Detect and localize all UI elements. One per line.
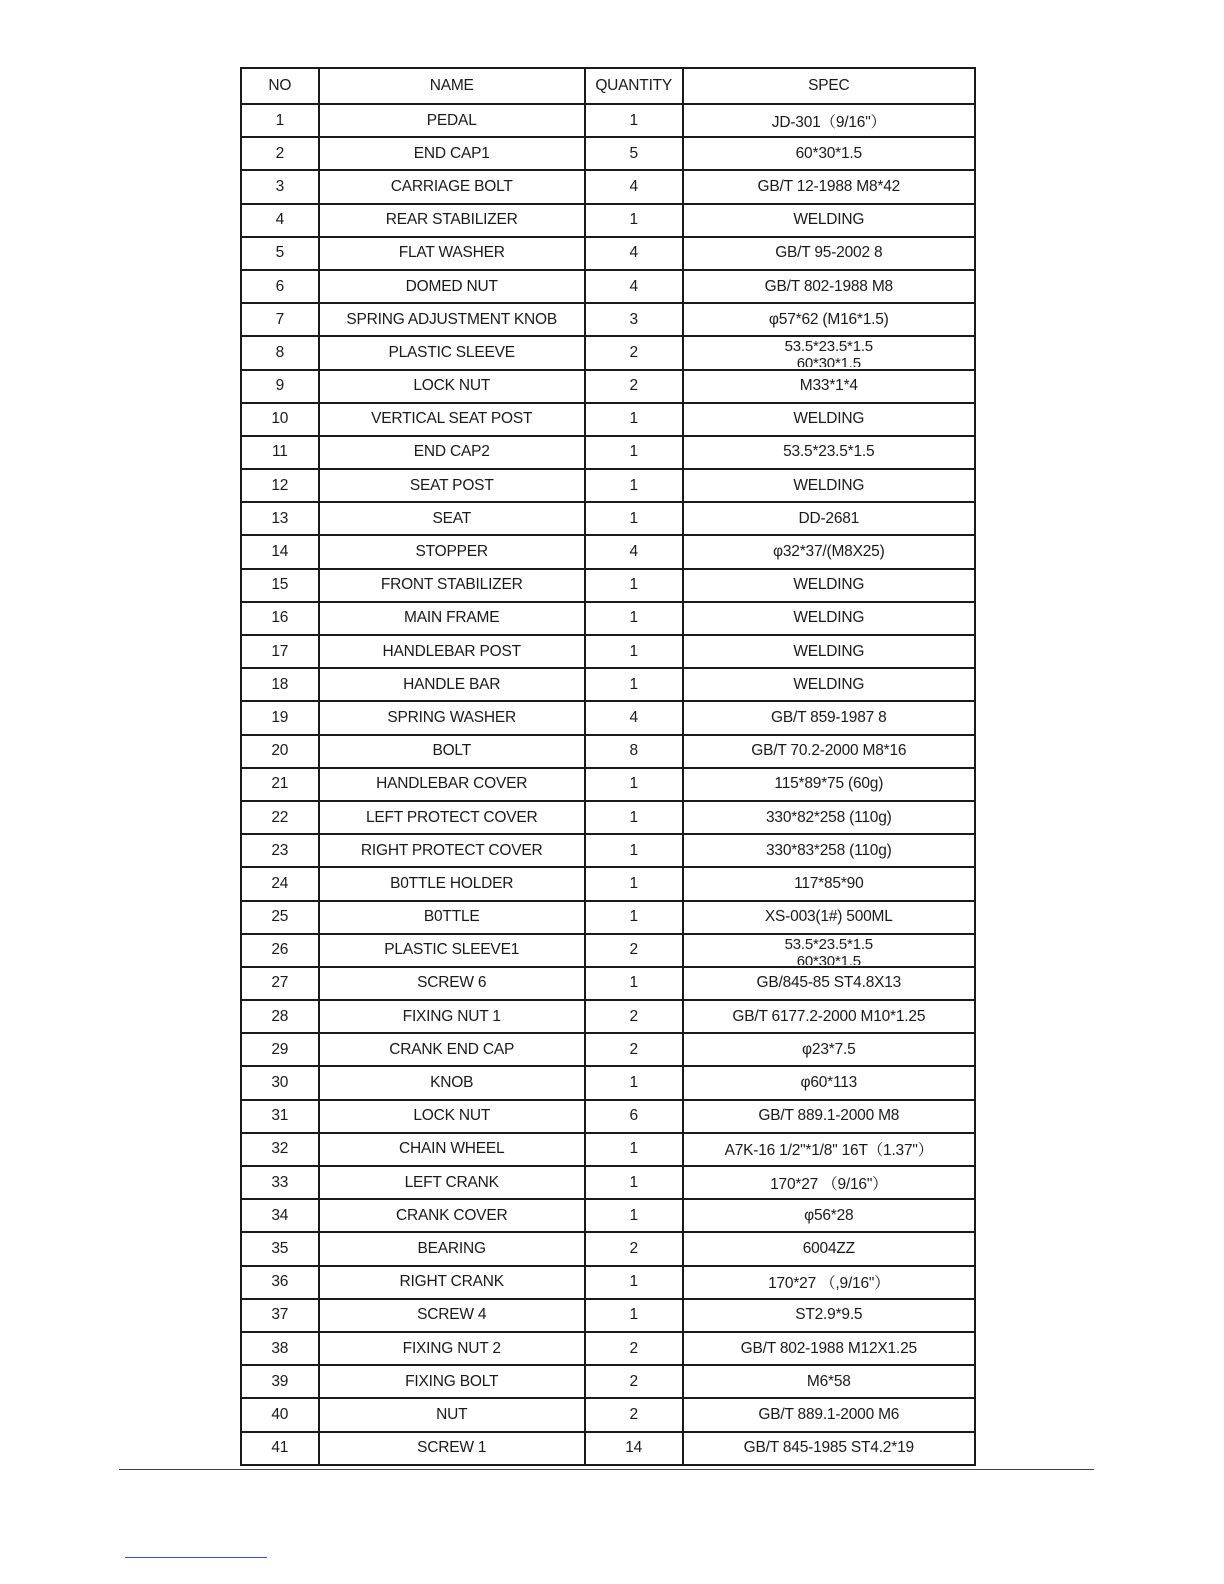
cell-spec: 330*83*258 (110g) [683, 834, 975, 867]
cell-name: SPRING WASHER [319, 701, 585, 734]
cell-quantity: 1 [585, 834, 683, 867]
table-row [241, 1033, 975, 1066]
table-row [241, 1100, 975, 1133]
cell-spec: GB/T 802-1988 M8 [683, 270, 975, 303]
cell-spec: 170*27 （9/16"） [683, 1166, 975, 1199]
cell-no: 2 [241, 137, 319, 170]
cell-spec: φ56*28 [683, 1199, 975, 1232]
cell-quantity: 1 [585, 1199, 683, 1232]
cell-quantity: 1 [585, 436, 683, 469]
table-row [241, 1266, 975, 1299]
cell-spec: GB/T 889.1-2000 M8 [683, 1100, 975, 1133]
cell-name: LOCK NUT [319, 370, 585, 403]
cell-spec: XS-003(1#) 500ML [683, 901, 975, 934]
cell-quantity: 2 [585, 1000, 683, 1033]
cell-quantity: 1 [585, 403, 683, 436]
table-row [241, 1133, 975, 1166]
cell-quantity: 2 [585, 1033, 683, 1066]
cell-spec: M6*58 [683, 1365, 975, 1398]
cell-no: 30 [241, 1066, 319, 1099]
table-row [241, 901, 975, 934]
table-row [241, 303, 975, 336]
cell-no: 39 [241, 1365, 319, 1398]
table-row [241, 668, 975, 701]
cell-no: 18 [241, 668, 319, 701]
table-row [241, 502, 975, 535]
cell-no: 10 [241, 403, 319, 436]
cell-name: END CAP2 [319, 436, 585, 469]
table-row [241, 1299, 975, 1332]
spec-line: 60*30*1.5 [796, 952, 861, 965]
cell-quantity: 6 [585, 1100, 683, 1133]
cell-quantity: 1 [585, 668, 683, 701]
cell-no: 6 [241, 270, 319, 303]
cell-spec: WELDING [683, 569, 975, 602]
cell-quantity: 3 [585, 303, 683, 336]
table-row [241, 569, 975, 602]
cell-spec: GB/T 802-1988 M12X1.25 [683, 1332, 975, 1365]
table-row [241, 1398, 975, 1431]
table-row [241, 768, 975, 801]
cell-no: 20 [241, 735, 319, 768]
table-row [241, 635, 975, 668]
cell-quantity: 1 [585, 204, 683, 237]
cell-quantity: 4 [585, 270, 683, 303]
footer-divider [119, 1469, 1094, 1470]
cell-no: 28 [241, 1000, 319, 1033]
cell-no: 40 [241, 1398, 319, 1431]
cell-spec: 330*82*258 (110g) [683, 801, 975, 834]
table-row [241, 436, 975, 469]
cell-quantity: 1 [585, 768, 683, 801]
cell-quantity: 5 [585, 137, 683, 170]
table-row [241, 104, 975, 137]
cell-name: VERTICAL SEAT POST [319, 403, 585, 436]
cell-quantity: 1 [585, 1133, 683, 1166]
cell-name: MAIN FRAME [319, 602, 585, 635]
cell-no: 38 [241, 1332, 319, 1365]
cell-spec: 117*85*90 [683, 867, 975, 900]
cell-spec: ST2.9*9.5 [683, 1299, 975, 1332]
cell-name: B0TTLE [319, 901, 585, 934]
header-spec: SPEC [683, 68, 975, 104]
cell-quantity: 1 [585, 602, 683, 635]
cell-quantity: 2 [585, 1332, 683, 1365]
table-row [241, 170, 975, 203]
cell-name: FIXING NUT 1 [319, 1000, 585, 1033]
header-quantity: QUANTITY [585, 68, 683, 104]
cell-name: FRONT STABILIZER [319, 569, 585, 602]
cell-no: 4 [241, 204, 319, 237]
cell-spec: φ32*37/(M8X25) [683, 535, 975, 568]
cell-quantity: 14 [585, 1432, 683, 1465]
cell-name: CHAIN WHEEL [319, 1133, 585, 1166]
cell-quantity: 1 [585, 502, 683, 535]
cell-no: 3 [241, 170, 319, 203]
cell-name: LEFT CRANK [319, 1166, 585, 1199]
cell-quantity: 1 [585, 635, 683, 668]
cell-name: KNOB [319, 1066, 585, 1099]
cell-spec: φ23*7.5 [683, 1033, 975, 1066]
cell-name: STOPPER [319, 535, 585, 568]
cell-quantity: 1 [585, 569, 683, 602]
cell-name: PEDAL [319, 104, 585, 137]
cell-spec: GB/T 70.2-2000 M8*16 [683, 735, 975, 768]
cell-no: 5 [241, 237, 319, 270]
cell-no: 15 [241, 569, 319, 602]
cell-no: 41 [241, 1432, 319, 1465]
cell-quantity: 4 [585, 701, 683, 734]
cell-spec: GB/T 6177.2-2000 M10*1.25 [683, 1000, 975, 1033]
spec-line: 53.5*23.5*1.5 [784, 935, 873, 953]
table-row [241, 1365, 975, 1398]
table-row [241, 469, 975, 502]
cell-name: SCREW 4 [319, 1299, 585, 1332]
cell-quantity: 1 [585, 104, 683, 137]
table-body [241, 104, 975, 1465]
table-row [241, 370, 975, 403]
cell-spec: 115*89*75 (60g) [683, 768, 975, 801]
header-name: NAME [319, 68, 585, 104]
table-row [241, 701, 975, 734]
cell-quantity: 2 [585, 934, 683, 967]
table-row [241, 735, 975, 768]
table-row [241, 1432, 975, 1465]
cell-name: END CAP1 [319, 137, 585, 170]
cell-name: SCREW 1 [319, 1432, 585, 1465]
header-no: NO [241, 68, 319, 104]
table-row [241, 403, 975, 436]
cell-spec: φ57*62 (M16*1.5) [683, 303, 975, 336]
cell-no: 33 [241, 1166, 319, 1199]
cell-name: SPRING ADJUSTMENT KNOB [319, 303, 585, 336]
cell-quantity: 2 [585, 370, 683, 403]
cell-no: 36 [241, 1266, 319, 1299]
cell-spec [683, 336, 975, 369]
cell-no: 21 [241, 768, 319, 801]
table-row [241, 834, 975, 867]
cell-name: CARRIAGE BOLT [319, 170, 585, 203]
cell-spec: DD-2681 [683, 502, 975, 535]
cell-name: SEAT [319, 502, 585, 535]
cell-no: 7 [241, 303, 319, 336]
cell-no: 19 [241, 701, 319, 734]
table-row [241, 336, 975, 369]
cell-quantity: 4 [585, 237, 683, 270]
cell-spec: GB/845-85 ST4.8X13 [683, 967, 975, 1000]
cell-no: 13 [241, 502, 319, 535]
cell-quantity: 1 [585, 1299, 683, 1332]
cell-spec: GB/T 845-1985 ST4.2*19 [683, 1432, 975, 1465]
table-row [241, 602, 975, 635]
table-header [241, 68, 975, 104]
cell-spec: WELDING [683, 668, 975, 701]
cell-quantity: 1 [585, 901, 683, 934]
cell-quantity: 1 [585, 1166, 683, 1199]
cell-quantity: 1 [585, 1266, 683, 1299]
spec-multiline [684, 936, 974, 965]
cell-name: SEAT POST [319, 469, 585, 502]
cell-no: 9 [241, 370, 319, 403]
cell-spec: 170*27 （,9/16"） [683, 1266, 975, 1299]
cell-no: 24 [241, 867, 319, 900]
table-row [241, 967, 975, 1000]
table-row [241, 1066, 975, 1099]
cell-quantity: 8 [585, 735, 683, 768]
cell-name: FLAT WASHER [319, 237, 585, 270]
cell-spec: A7K-16 1/2"*1/8" 16T（1.37"） [683, 1133, 975, 1166]
cell-no: 37 [241, 1299, 319, 1332]
table-row [241, 1000, 975, 1033]
cell-quantity: 2 [585, 336, 683, 369]
cell-no: 34 [241, 1199, 319, 1232]
cell-no: 11 [241, 436, 319, 469]
cell-name: REAR STABILIZER [319, 204, 585, 237]
cell-name: NUT [319, 1398, 585, 1431]
cell-spec [683, 934, 975, 967]
cell-no: 23 [241, 834, 319, 867]
cell-spec: 60*30*1.5 [683, 137, 975, 170]
cell-name: LOCK NUT [319, 1100, 585, 1133]
cell-name: SCREW 6 [319, 967, 585, 1000]
cell-no: 25 [241, 901, 319, 934]
cell-quantity: 2 [585, 1365, 683, 1398]
cell-name: LEFT PROTECT COVER [319, 801, 585, 834]
cell-name: RIGHT CRANK [319, 1266, 585, 1299]
cell-quantity: 2 [585, 1232, 683, 1265]
cell-spec: 6004ZZ [683, 1232, 975, 1265]
cell-spec: GB/T 12-1988 M8*42 [683, 170, 975, 203]
cell-no: 1 [241, 104, 319, 137]
cell-spec: GB/T 889.1-2000 M6 [683, 1398, 975, 1431]
cell-no: 32 [241, 1133, 319, 1166]
cell-quantity: 2 [585, 1398, 683, 1431]
table-row [241, 535, 975, 568]
footer-link-underline [125, 1557, 267, 1558]
cell-quantity: 4 [585, 535, 683, 568]
cell-no: 16 [241, 602, 319, 635]
cell-quantity: 1 [585, 867, 683, 900]
cell-spec: WELDING [683, 403, 975, 436]
cell-no: 31 [241, 1100, 319, 1133]
table-row [241, 1199, 975, 1232]
cell-name: HANDLE BAR [319, 668, 585, 701]
cell-spec: GB/T 859-1987 8 [683, 701, 975, 734]
cell-spec: JD-301（9/16"） [683, 104, 975, 137]
table-row [241, 237, 975, 270]
table-row [241, 1166, 975, 1199]
cell-quantity: 1 [585, 801, 683, 834]
cell-spec: WELDING [683, 602, 975, 635]
cell-name: PLASTIC SLEEVE1 [319, 934, 585, 967]
table-row [241, 270, 975, 303]
cell-no: 22 [241, 801, 319, 834]
cell-quantity: 1 [585, 967, 683, 1000]
cell-quantity: 1 [585, 1066, 683, 1099]
cell-name: B0TTLE HOLDER [319, 867, 585, 900]
table-row [241, 204, 975, 237]
cell-name: CRANK END CAP [319, 1033, 585, 1066]
cell-spec: M33*1*4 [683, 370, 975, 403]
cell-no: 17 [241, 635, 319, 668]
cell-name: FIXING NUT 2 [319, 1332, 585, 1365]
cell-name: HANDLEBAR POST [319, 635, 585, 668]
cell-name: RIGHT PROTECT COVER [319, 834, 585, 867]
cell-name: HANDLEBAR COVER [319, 768, 585, 801]
cell-spec: 53.5*23.5*1.5 [683, 436, 975, 469]
cell-no: 8 [241, 336, 319, 369]
table-row [241, 137, 975, 170]
spec-multiline [684, 338, 974, 367]
cell-spec: φ60*113 [683, 1066, 975, 1099]
cell-spec: WELDING [683, 635, 975, 668]
table-row [241, 867, 975, 900]
cell-no: 29 [241, 1033, 319, 1066]
cell-name: CRANK COVER [319, 1199, 585, 1232]
cell-name: PLASTIC SLEEVE [319, 336, 585, 369]
table-row [241, 1232, 975, 1265]
cell-no: 12 [241, 469, 319, 502]
cell-spec: WELDING [683, 204, 975, 237]
cell-name: BOLT [319, 735, 585, 768]
header-row [241, 68, 975, 104]
cell-quantity: 1 [585, 469, 683, 502]
cell-name: BEARING [319, 1232, 585, 1265]
cell-spec: WELDING [683, 469, 975, 502]
spec-line: 53.5*23.5*1.5 [784, 338, 873, 356]
cell-name: DOMED NUT [319, 270, 585, 303]
table-row [241, 801, 975, 834]
cell-no: 26 [241, 934, 319, 967]
table-row [241, 934, 975, 967]
cell-no: 14 [241, 535, 319, 568]
cell-quantity: 4 [585, 170, 683, 203]
parts-list-table [240, 67, 976, 1466]
table-row [241, 1332, 975, 1365]
spec-line: 60*30*1.5 [796, 355, 861, 368]
cell-name: FIXING BOLT [319, 1365, 585, 1398]
cell-spec: GB/T 95-2002 8 [683, 237, 975, 270]
cell-no: 35 [241, 1232, 319, 1265]
cell-no: 27 [241, 967, 319, 1000]
